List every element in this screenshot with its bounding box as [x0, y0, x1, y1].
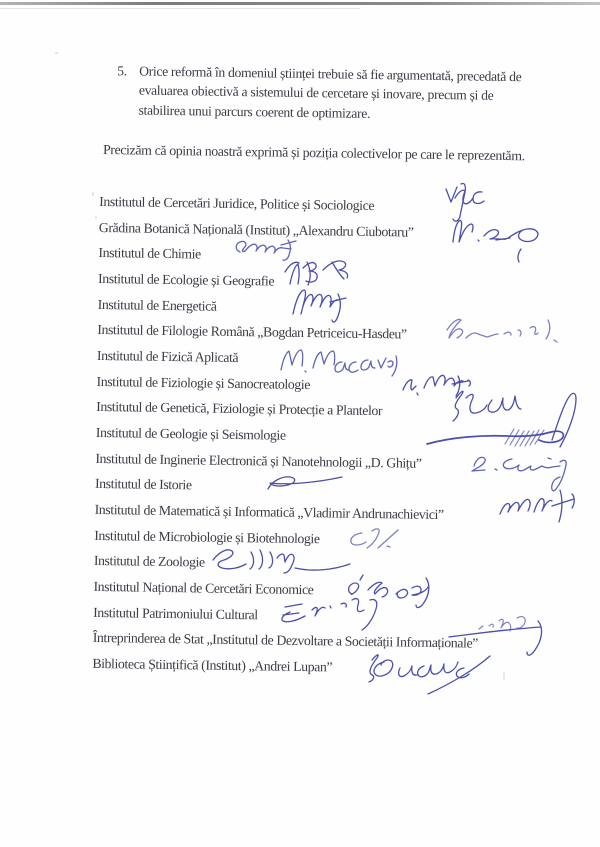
paragraph-line: stabilirea unui parcurs coerent de optimizare.	[138, 102, 371, 121]
institution-line: Institutul de Energetică	[97, 296, 217, 314]
institution-line: Institutul de Ecologie și Geografie	[97, 270, 275, 289]
institution-line: Grădina Botanică Națională (Institut) „Alexandru Ciubotaru”	[98, 219, 414, 240]
paragraph-line: evaluarea obiectivă a sistemului de cercetare și inovare, precum și de	[138, 82, 494, 104]
institution-line: Institutul de Chimie	[98, 245, 201, 262]
numbered-paragraph-5	[116, 61, 587, 126]
paragraph-text	[138, 62, 521, 126]
institution-line: Institutul de Geologie și Seismologie	[95, 424, 286, 443]
statement-paragraph: Precizăm că opinia noastră exprimă și poziția colectivelor pe care le reprezentăm.	[102, 142, 525, 164]
institution-line: Institutul Național de Cercetări Economice	[93, 579, 314, 598]
institution-line: Biblioteca Științifică (Institut) „Andrei Lupan”	[92, 656, 333, 675]
institution-line: Institutul de Istorie	[94, 476, 192, 493]
paragraph-line: Orice reformă în domeniul științei trebuie să fie argumentată, precedată de	[139, 63, 522, 85]
institutions-list	[92, 189, 484, 682]
institution-line: Întreprinderea de Stat „Institutul de Dezvoltare a Societății Informaționale”	[92, 630, 479, 652]
institution-line: Institutul de Genetică, Fiziologie și Protecție a Plantelor	[96, 399, 383, 419]
institution-line: Institutul de Microbiologie și Biotehnologie	[94, 527, 320, 547]
institution-line: Institutul de Matematică și Informatică „Vladimir Andrunachievici”	[94, 501, 444, 523]
institution-line: Institutul de Fizică Aplicată	[96, 347, 239, 366]
list-number: 5.	[117, 63, 127, 79]
institution-line: Institutul de Zoologie	[93, 553, 205, 570]
institution-line: Institutul de Fiziologie și Sanocreatologie	[96, 373, 311, 392]
institution-line: Institutul de Inginerie Electronică și Nanotehnologii „D. Ghițu”	[95, 450, 422, 471]
institution-line: Institutul de Filologie Română „Bogdan Petriceicu-Hasdeu”	[97, 322, 407, 342]
institution-line: Institutul de Cercetări Juridice, Politice și Sociologice	[99, 193, 375, 214]
institution-line: Institutul Patrimoniului Cultural	[93, 604, 258, 623]
